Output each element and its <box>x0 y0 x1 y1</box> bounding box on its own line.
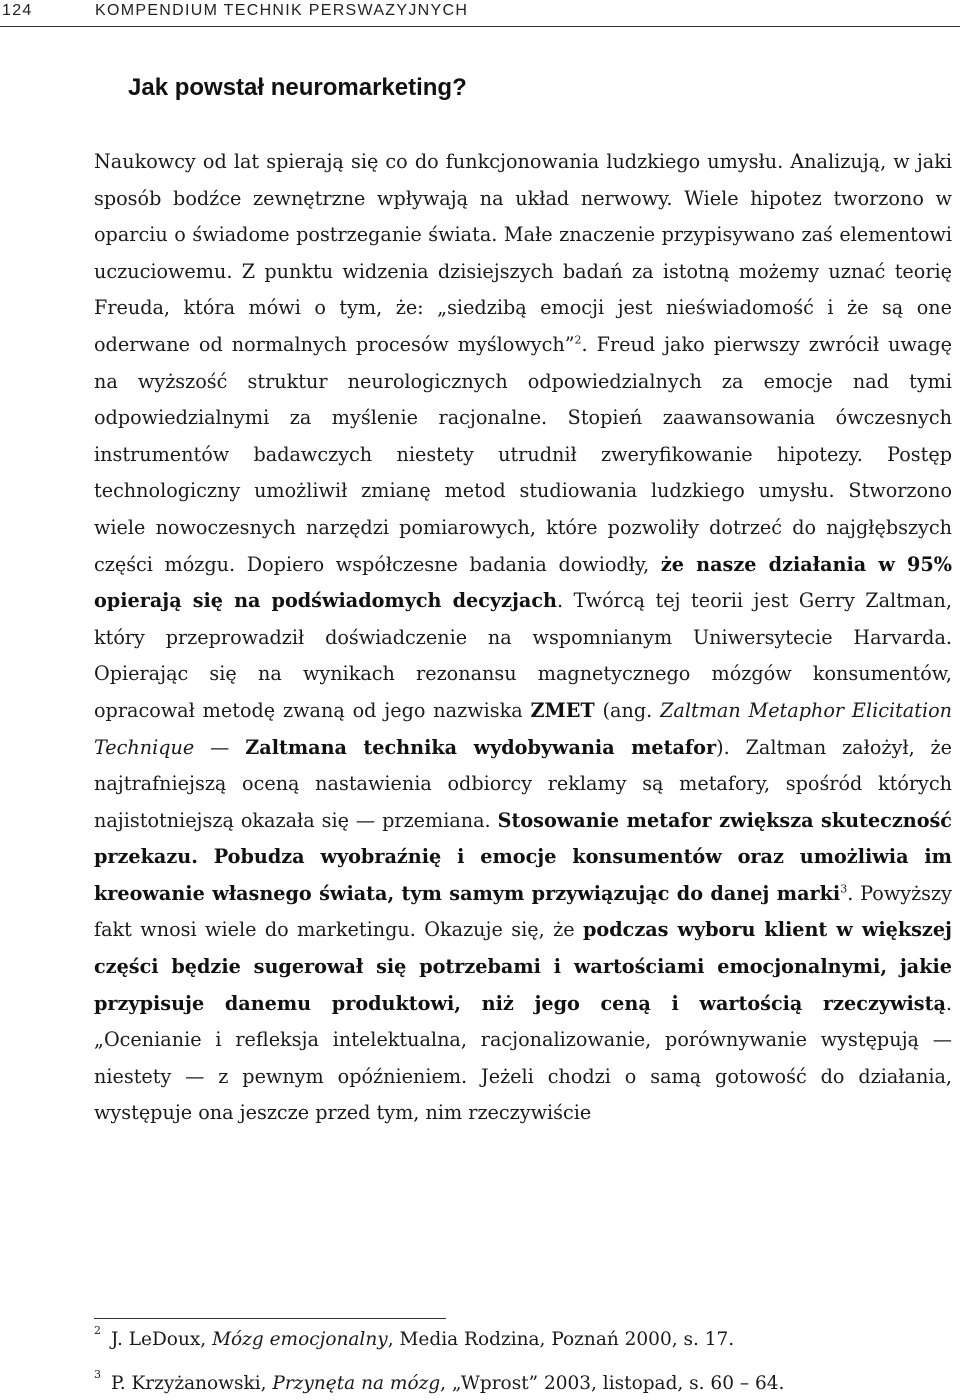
body-text-run: ). Zaltman założył, że najtrafniejszą oceną nastawienia odbiorcy reklamy są metafory, spośród których najistotniejszą okazała się — przemiana. <box>94 735 953 832</box>
page-number: 124 <box>2 2 33 19</box>
body-text-run: . Powyższy fakt wnosi wiele do marketingu. Okazuje się, że <box>94 881 952 942</box>
footnote-text: P. Krzyżanowski, <box>111 1373 273 1394</box>
footnote-number: 2 <box>94 1323 101 1337</box>
running-title: KOMPENDIUM TECHNIK PERSWAZYJNYCH <box>95 2 469 19</box>
bold-emphasis: Zaltmana technika wydobywania metafor <box>245 735 717 759</box>
footnote-text: J. LeDoux, <box>111 1329 213 1350</box>
body-text-run: . Freud jako pierwszy zwrócił uwagę na wyższość struktur neurologicznych odpowiedzialnych za emocje nad tymi odpowiedzialnymi za myślenie racjonalne. Stopień zaawansowania ówczesnych instrumentów badawczych niestety utrudnił zweryfikowanie hipotezy. Postęp technologiczny umożliwił zmianę metod studiowania ludzkiego umysłu. Stworzono wiele nowoczesnych narzędzi pomiarowych, które pozwoliły dotrzeć do najgłębszych części mózgu. Dopiero współczesne badania dowiodły, <box>94 332 953 576</box>
body-paragraph <box>94 144 952 1132</box>
body-text-run: (ang. <box>594 698 661 722</box>
body-text-run: . Twórcą tej teorii jest Gerry Zaltman, który przeprowadził doświadczenie na wspomnianym Uniwersytecie Harvarda. Opierając się na wynikach rezonansu magnetycznego mózgów konsumentów, opracował metodę zwaną od jego nazwiska <box>94 589 952 722</box>
body-text-run: — <box>194 735 246 759</box>
footnote-ref: 3 <box>840 882 848 896</box>
footnote-text: , „Wprost” 2003, listopad, s. 60 – 64. <box>440 1373 785 1394</box>
footnote-number: 3 <box>94 1367 101 1381</box>
footnote-2 <box>94 1323 735 1350</box>
footnote-3 <box>94 1367 785 1394</box>
bold-emphasis: że nasze działania w 95% opierają się na podświadomych decyzjach <box>94 552 952 613</box>
footnote-ref: 2 <box>574 333 582 347</box>
bold-emphasis: podczas wyboru klient w większej części będzie sugerował się potrzebami i wartościami emocjonalnymi, jakie przypisuje danemu produktowi, niż jego ceną i wartością rzeczywistą <box>94 918 952 1015</box>
footnote-book-title: Mózg emocjonalny <box>212 1329 388 1350</box>
bold-emphasis: ZMET <box>530 698 595 722</box>
italic-term: Zaltman Metaphor Elicitation Technique <box>94 698 952 759</box>
footnote-article-title: Przynęta na mózg <box>272 1373 441 1394</box>
body-text-run: Naukowcy od lat spierają się co do funkcjonowania ludzkiego umysłu. Analizują, w jaki sposób bodźce zewnętrzne wpływają na układ nerwowy. Wiele hipotez tworzono w oparciu o świadome postrzeganie świata. Małe znaczenie przypisywano zaś elementowi uczuciowemu. Z punktu widzenia dzisiejszych badań za istotną możemy uznać teorię Freuda, która mówi o tym, że: „siedzibą emocji jest nieświadomość i że są one oderwane od normalnych procesów myślowych” <box>94 150 952 356</box>
running-header <box>0 0 960 27</box>
chapter-title: Jak powstał neuromarketing? <box>128 74 467 101</box>
bold-emphasis: Stosowanie metafor zwiększa skuteczność przekazu. Pobudza wyobraźnię i emocje konsumentów oraz umożliwia im kreowanie własnego świata, tym samym przywiązując do danej marki <box>94 808 952 905</box>
body-text-run: . „Ocenianie i refleksja intelektualna, racjonalizowanie, porównywanie występują — niestety — z pewnym opóźnieniem. Jeżeli chodzi o samą gotowość do działania, występuje ona jeszcze przed tym, nim rzeczywiście <box>94 991 952 1125</box>
footnote-text: , Media Rodzina, Poznań 2000, s. 17. <box>387 1329 735 1350</box>
footnote-separator <box>94 1318 446 1319</box>
